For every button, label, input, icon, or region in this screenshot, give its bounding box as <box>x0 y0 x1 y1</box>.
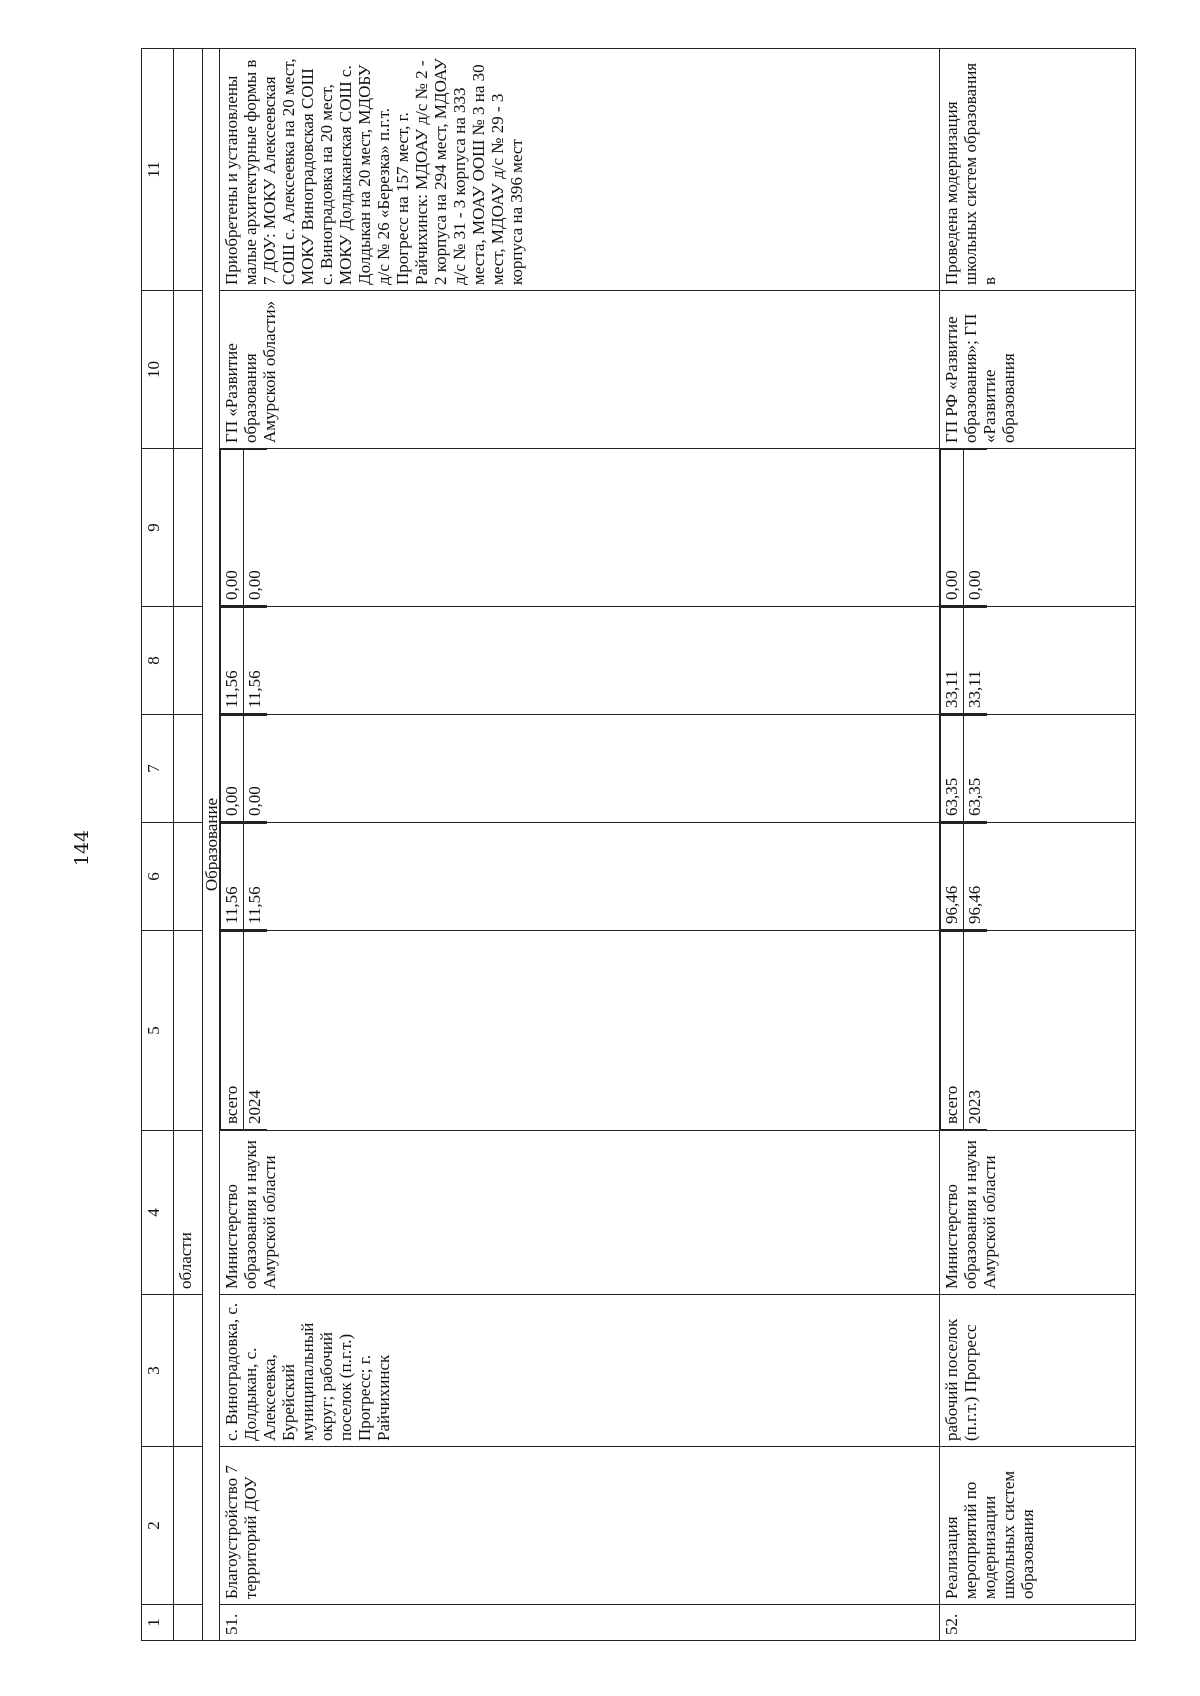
event-name: Благоустройство 7 территорий ДОУ <box>220 1447 940 1605</box>
value-total: 11,56 <box>221 608 244 714</box>
value-col8 <box>940 607 1136 715</box>
col-number-6: 6 <box>142 823 174 931</box>
col-number-7: 7 <box>142 715 174 823</box>
result-text: Приобретены и установлены малые архитектурные формы в 7 ДОУ: МОКУ Алексеевская СОШ с. Алексеевка на 20 мест, МОКУ Виноградовская СОШ с. Виноградовка на 20 мест, МОКУ Долдыканская СОШ с. Долдыкан на 20 мест, МДОБУ д/с № 26 «Березка» п.г.т. Прогресс на 157 мест, г. Райчихинск: МДОАУ д/с № 2 - 2 корпуса на 294 мест, МДОАУ д/с № 31 - 3 корпуса на 333 места, МОАУ ООШ № 3 на 30 мест, МДОАУ д/с № 29 - 3 корпуса на 396 мест <box>220 49 940 291</box>
program-table <box>141 48 1136 1641</box>
table-row <box>940 49 1136 1641</box>
period-label: всего <box>221 932 244 1130</box>
location: рабочий поселок (п.г.т.) Прогресс <box>940 1295 1136 1447</box>
col-number-11: 11 <box>142 49 174 291</box>
value-total: 63,35 <box>941 716 964 822</box>
row-number: 52. <box>940 1605 1136 1641</box>
period-cell <box>940 931 1136 1131</box>
col-number-10: 10 <box>142 291 174 449</box>
section-title: Образование <box>203 49 220 1641</box>
value-col6 <box>940 823 1136 931</box>
value-year: 0,00 <box>964 450 987 606</box>
value-col6 <box>220 823 940 931</box>
year: 2023 <box>964 932 987 1130</box>
col-number-1: 1 <box>142 1605 174 1641</box>
col-number-3: 3 <box>142 1295 174 1447</box>
value-year: 33,11 <box>964 608 987 714</box>
value-col9 <box>220 449 940 607</box>
period-cell <box>220 931 940 1131</box>
value-col7 <box>940 715 1136 823</box>
value-col7 <box>220 715 940 823</box>
year: 2024 <box>244 932 267 1130</box>
result-text: Проведена модернизация школьных систем образования в <box>940 49 1136 291</box>
location: с. Виноградовка, с. Долдыкан, с. Алексеевка, Бурейский муниципальный округ; рабочий поселок (п.г.т.) Прогресс; г. Райчихинск <box>220 1295 940 1447</box>
col-number-8: 8 <box>142 607 174 715</box>
value-total: 0,00 <box>941 450 964 606</box>
value-total: 0,00 <box>221 716 244 822</box>
row-number: 51. <box>220 1605 940 1641</box>
col-number-5: 5 <box>142 931 174 1131</box>
carry-over-text: области <box>174 1131 203 1295</box>
value-col8 <box>220 607 940 715</box>
value-year: 11,56 <box>244 824 267 930</box>
value-year: 96,46 <box>964 824 987 930</box>
period-label: всего <box>941 932 964 1130</box>
event-name: Реализация мероприятий по модернизации школьных систем образования <box>940 1447 1136 1605</box>
value-year: 63,35 <box>964 716 987 822</box>
responsible-body: Министерство образования и науки Амурской области <box>940 1131 1136 1295</box>
value-col9 <box>940 449 1136 607</box>
value-year: 11,56 <box>244 608 267 714</box>
table-row <box>220 49 940 1641</box>
state-program: ГП РФ «Развитие образования»; ГП «Развитие образования <box>940 291 1136 449</box>
responsible-body: Министерство образования и науки Амурской области <box>220 1131 940 1295</box>
state-program: ГП «Развитие образования Амурской области» <box>220 291 940 449</box>
section-row <box>203 49 220 1641</box>
col-number-4: 4 <box>142 1131 174 1295</box>
value-total: 11,56 <box>221 824 244 930</box>
value-total: 96,46 <box>941 824 964 930</box>
col-number-2: 2 <box>142 1447 174 1605</box>
carry-over-row <box>174 49 203 1641</box>
value-total: 0,00 <box>221 450 244 606</box>
col-number-9: 9 <box>142 449 174 607</box>
value-total: 33,11 <box>941 608 964 714</box>
value-year: 0,00 <box>244 450 267 606</box>
value-year: 0,00 <box>244 716 267 822</box>
page-number: 144 <box>71 829 93 867</box>
column-number-row <box>142 49 174 1641</box>
rotated-table-wrapper <box>141 49 1105 1641</box>
